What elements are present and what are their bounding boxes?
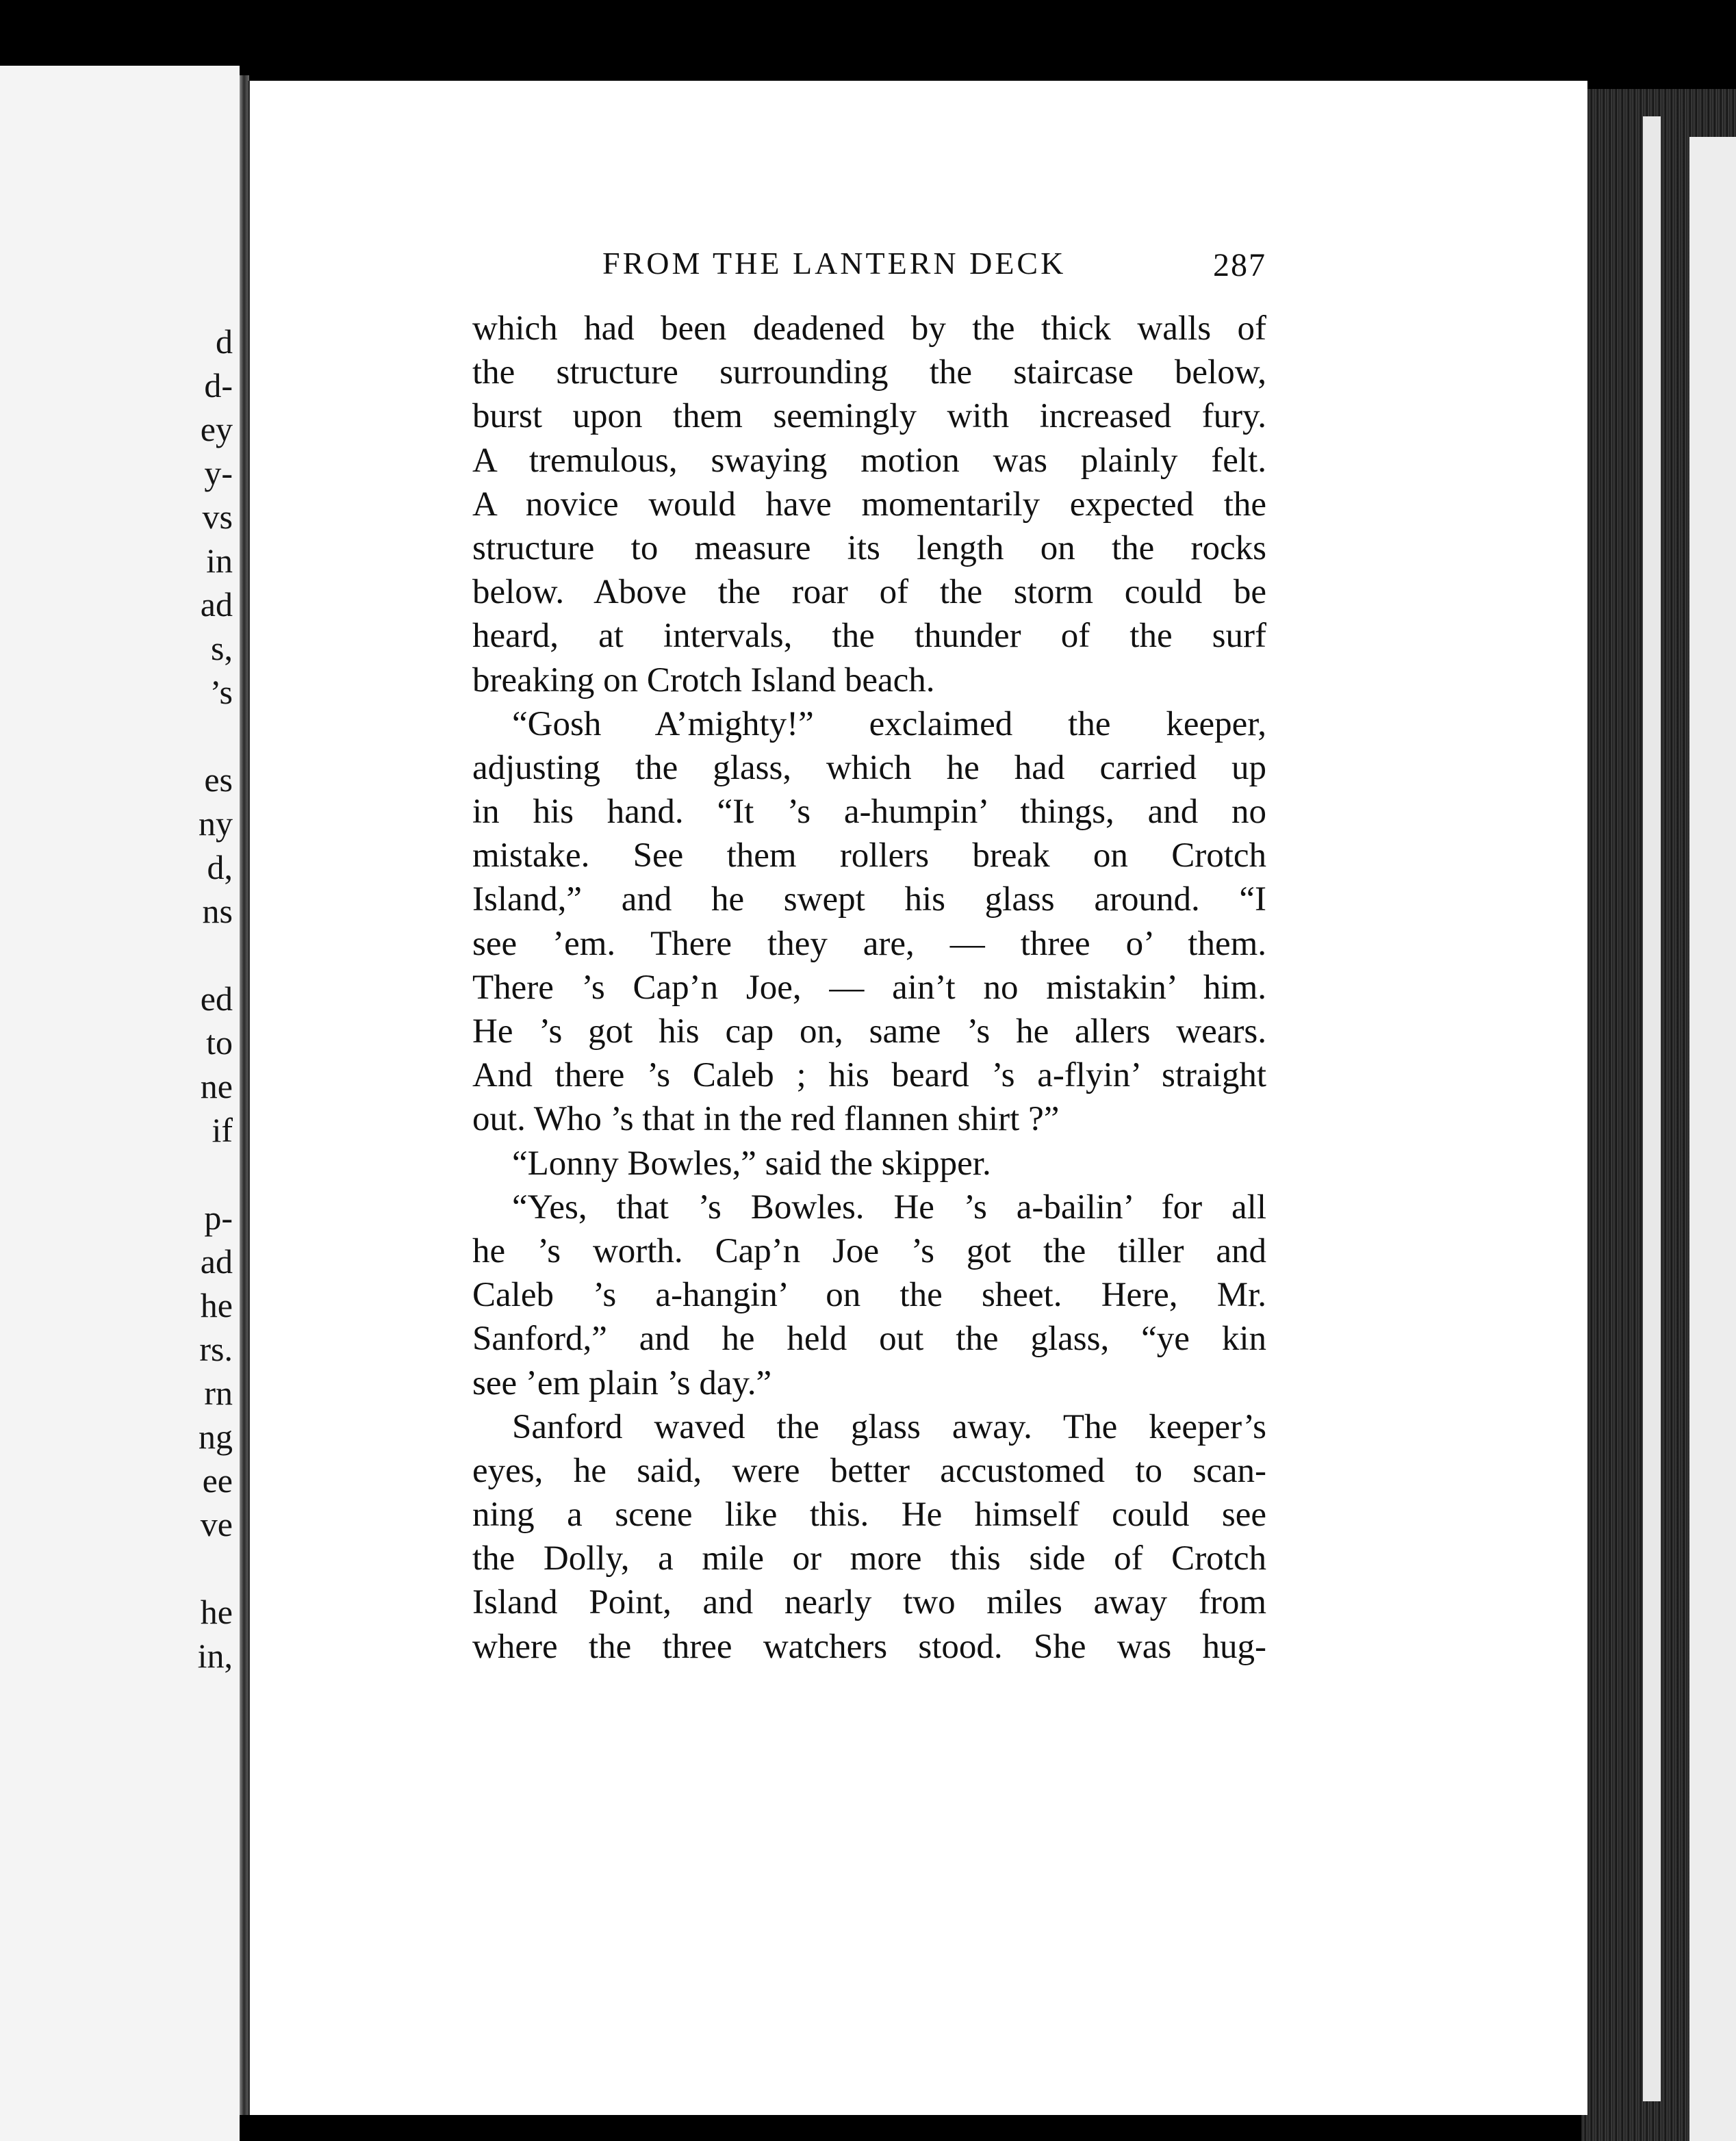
text-line: There ’s Cap’n Joe, — ain’t no mistakin’ him. [472,968,1266,1007]
text-line: eyes, he said, were better accustomed to scan- [472,1451,1266,1490]
text-line: where the three watchers stood. She was hug- [472,1627,1266,1666]
left-fragment: he [200,1593,233,1631]
text-line: breaking on Crotch Island beach. [472,661,935,700]
left-fragment: y- [204,454,233,492]
text-line: Island,” and he swept his glass around. “I [472,880,1266,919]
text-line: A novice would have momentarily expected the [472,485,1266,524]
left-fragment: ee [202,1461,233,1500]
left-fragment: ad [200,1242,233,1281]
text-line: which had been deadened by the thick walls of [472,309,1266,348]
left-fragment: ns [202,892,233,930]
left-fragment: p- [204,1198,233,1237]
page-edge-highlight [1643,116,1661,2101]
text-line: the structure surrounding the staircase below, [472,353,1266,392]
text-line: see ’em. There they are, — three o’ them. [472,924,1266,963]
text-line: see ’em plain ’s day.” [472,1363,772,1402]
text-line: mistake. See them rollers break on Crotch [472,836,1266,875]
text-line: “Gosh A’mighty!” exclaimed the keeper, [512,704,1266,743]
text-line: structure to measure its length on the rocks [472,528,1266,567]
left-fragment: in, [197,1637,233,1675]
page-edge-highlight [1689,137,1736,2141]
text-line: in his hand. “It ’s a-humpin’ things, and no [472,793,1266,832]
left-fragment: es [204,760,233,799]
left-fragment: d- [204,366,233,405]
text-line: He ’s got his cap on, same ’s he allers wears. [472,1012,1266,1051]
left-fragment: rs. [199,1330,233,1368]
left-fragment: ny [199,804,233,843]
left-fragment: if [212,1111,233,1149]
text-line: “Yes, that ’s Bowles. He ’s a-bailin’ for all [512,1188,1266,1227]
left-fragment: ad [200,585,233,624]
left-fragment: d [216,322,233,361]
text-line: heard, at intervals, the thunder of the surf [472,617,1266,656]
left-fragment: in [206,541,233,580]
left-fragment: rn [204,1374,233,1412]
left-fragment: vs [202,498,233,536]
left-fragment: s, [211,629,233,667]
text-line: And there ’s Caleb ; his beard ’s a-flyin’ straight [472,1056,1266,1095]
left-fragment: ve [200,1505,233,1543]
left-fragment: ne [200,1067,233,1105]
left-fragment: ’s [209,673,233,711]
text-line: “Lonny Bowles,” said the skipper. [512,1144,991,1183]
left-facing-page [0,66,240,2141]
left-fragment: to [206,1023,233,1062]
text-line: out. Who ’s that in the red flannen shirt ?” [472,1100,1060,1139]
text-line: burst upon them seemingly with increased fury. [472,397,1266,436]
left-fragment: ng [199,1418,233,1456]
left-fragment: ed [200,979,233,1018]
text-line: Sanford,” and he held out the glass, “ye kin [472,1320,1266,1359]
page-number: 287 [1213,247,1266,283]
text-line: A tremulous, swaying motion was plainly felt. [472,441,1266,480]
body-text [472,307,1266,1669]
text-line: Island Point, and nearly two miles away from [472,1583,1266,1622]
text-line: he ’s worth. Cap’n Joe ’s got the tiller and [472,1231,1266,1270]
text-line: below. Above the roar of the storm could be [472,573,1266,612]
text-line: the Dolly, a mile or more this side of Crotch [472,1539,1266,1578]
running-title: FROM THE LANTERN DECK [602,246,1067,281]
text-line: adjusting the glass, which he had carried up [472,748,1266,787]
text-line: Caleb ’s a-hangin’ on the sheet. Here, Mr. [472,1276,1266,1315]
left-fragment: ey [200,410,233,448]
running-head [602,245,1266,286]
left-fragment: he [200,1286,233,1324]
text-line: ning a scene like this. He himself could see [472,1496,1266,1535]
text-line: Sanford waved the glass away. The keeper’s [512,1407,1266,1446]
left-fragment: d, [207,848,233,886]
